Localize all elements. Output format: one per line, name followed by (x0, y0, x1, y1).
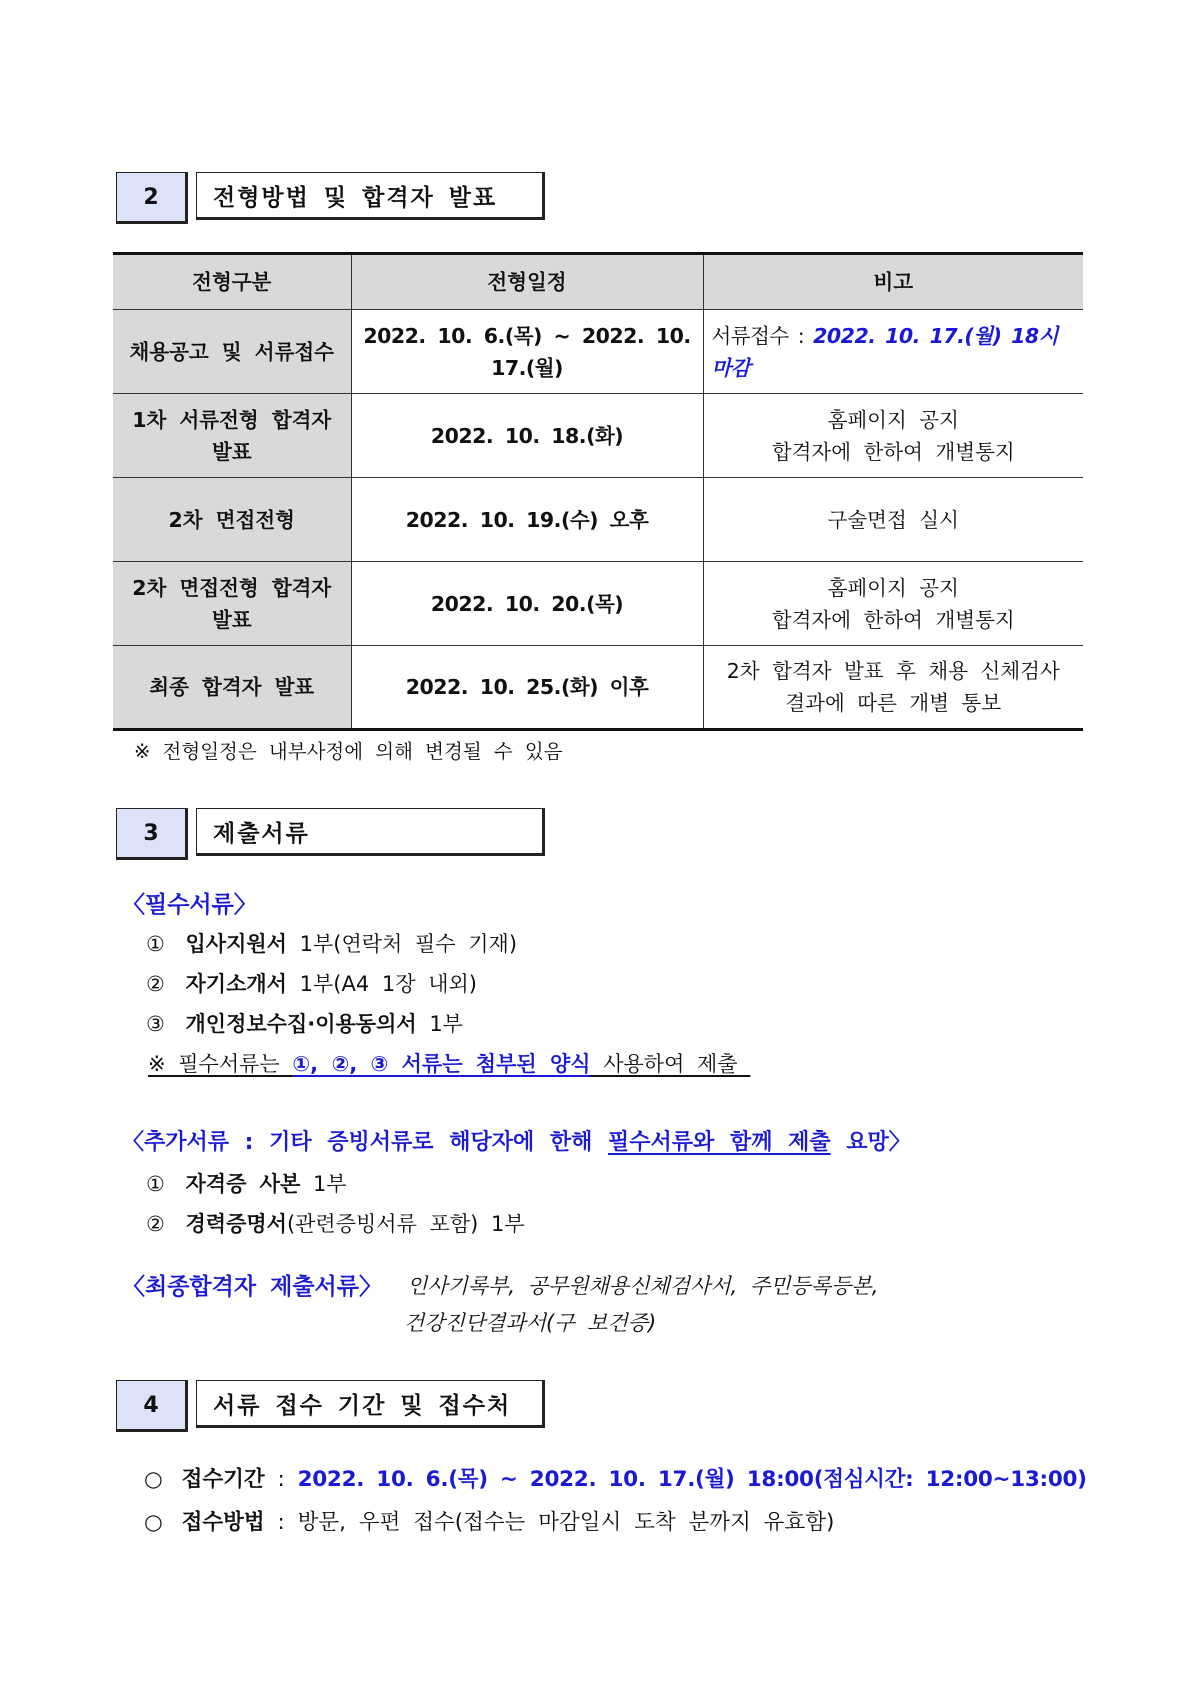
list-item (146, 968, 477, 998)
period-value: 2022. 10. 6.(목) ~ 2022. 10. 17.(월) 18:00(점심시간: 12:00~13:00) (297, 1467, 1087, 1492)
item-name: 개인정보수집·이용동의서 (185, 1012, 417, 1036)
list-item (146, 1168, 347, 1198)
stage-note (703, 562, 1083, 646)
list-item (146, 1208, 525, 1238)
schedule-table (113, 252, 1083, 731)
stage-note (703, 310, 1083, 394)
section-number: 3 (116, 808, 188, 860)
stage-note (703, 646, 1083, 730)
table-row (113, 478, 1083, 562)
heading-text: 요망〉 (830, 1130, 911, 1155)
note-line: 합격자에 한하여 개별통지 (771, 439, 1015, 464)
method-value: 방문, 우편 접수(접수는 마감일시 도착 분까지 유효함) (297, 1510, 835, 1535)
section-number: 4 (116, 1380, 188, 1432)
stage-date: 2022. 10. 6.(목) ~ 2022. 10. 17.(월) (351, 310, 703, 394)
note-line: 홈페이지 공지 (827, 407, 959, 432)
item-name: 입사지원서 (185, 932, 287, 956)
deadline-highlight: 2022. 10. 17.(월) 18시 마감 (711, 323, 1058, 380)
note-line: 홈페이지 공지 (827, 575, 959, 600)
item-marker: ② (146, 1212, 165, 1236)
stage-note: 구술면접 실시 (703, 478, 1083, 562)
item-marker: ① (146, 1172, 165, 1196)
stage-label-line: 발표 (211, 439, 252, 464)
bullet: ○ (144, 1467, 163, 1492)
stage-label-line: 1차 서류전형 합격자 (132, 407, 332, 432)
section-number: 2 (116, 172, 188, 224)
table-row (113, 646, 1083, 730)
separator: : (264, 1467, 298, 1492)
note-prefix: 서류접수 : (711, 323, 814, 348)
stage-label: 채용공고 및 서류접수 (113, 310, 351, 394)
section-title: 전형방법 및 합격자 발표 (196, 172, 545, 220)
schedule-footnote: ※ 전형일정은 내부사정에 의해 변경될 수 있음 (134, 740, 563, 763)
period-label: 접수기간 (181, 1467, 265, 1492)
column-header: 전형구분 (113, 254, 351, 310)
item-detail: 1부 (300, 1172, 347, 1196)
note-line: 합격자에 한하여 개별통지 (771, 607, 1015, 632)
item-name: 자격증 사본 (185, 1172, 301, 1196)
stage-label: 2차 면접전형 (113, 478, 351, 562)
separator: : (264, 1510, 298, 1535)
note-line: 결과에 따른 개별 통보 (785, 691, 1002, 715)
reception-method (144, 1505, 834, 1536)
stage-label (113, 394, 351, 478)
note-line: 2차 합격자 발표 후 채용 신체검사 (726, 659, 1060, 683)
section-title: 제출서류 (196, 808, 545, 856)
bullet: ○ (144, 1510, 163, 1535)
item-detail: 1부 (416, 1012, 463, 1036)
note-highlight: ①, ②, ③ 서류는 첨부된 양식 (292, 1052, 591, 1076)
stage-date: 2022. 10. 20.(목) (351, 562, 703, 646)
item-detail: 1부(연락처 필수 기재) (286, 932, 518, 956)
stage-date: 2022. 10. 18.(화) (351, 394, 703, 478)
table-header-row (113, 254, 1083, 310)
list-item (146, 928, 517, 958)
item-marker: ③ (146, 1012, 165, 1036)
column-header: 전형일정 (351, 254, 703, 310)
item-detail: (관련증빙서류 포함) 1부 (286, 1212, 525, 1236)
note-prefix: ※ 필수서류는 (148, 1052, 293, 1076)
required-docs-note (148, 1048, 750, 1078)
stage-label (113, 562, 351, 646)
stage-date: 2022. 10. 19.(수) 오후 (351, 478, 703, 562)
item-name: 자기소개서 (185, 972, 287, 996)
heading-text: 〈추가서류 : 기타 증빙서류로 해당자에 한해 (122, 1130, 609, 1155)
item-marker: ① (146, 932, 165, 956)
table-row (113, 310, 1083, 394)
list-item (146, 1008, 463, 1038)
table-row (113, 394, 1083, 478)
additional-docs-heading (122, 1125, 911, 1156)
note-suffix: 사용하여 제출 (590, 1052, 751, 1076)
final-docs-heading: 〈최종합격자 제출서류〉 (122, 1274, 382, 1300)
stage-note (703, 394, 1083, 478)
method-label: 접수방법 (181, 1510, 265, 1535)
heading-underlined: 필수서류와 함께 제출 (608, 1130, 831, 1155)
item-detail: 1부(A4 1장 내외) (286, 972, 477, 996)
stage-label-line: 발표 (211, 607, 252, 632)
column-header: 비고 (703, 254, 1083, 310)
table-row (113, 562, 1083, 646)
item-marker: ② (146, 972, 165, 996)
stage-label-line: 2차 면접전형 합격자 (132, 575, 332, 600)
stage-date: 2022. 10. 25.(화) 이후 (351, 646, 703, 730)
required-docs-heading: 〈필수서류〉 (122, 892, 257, 918)
item-name: 경력증명서 (185, 1212, 287, 1236)
reception-period (144, 1462, 1087, 1493)
stage-label: 최종 합격자 발표 (113, 646, 351, 730)
final-docs-line: 인사기록부, 공무원채용신체검사서, 주민등록등본, (407, 1274, 879, 1298)
final-docs-line: 건강진단결과서(구 보건증) (404, 1311, 657, 1335)
section-title: 서류 접수 기간 및 접수처 (196, 1380, 545, 1428)
